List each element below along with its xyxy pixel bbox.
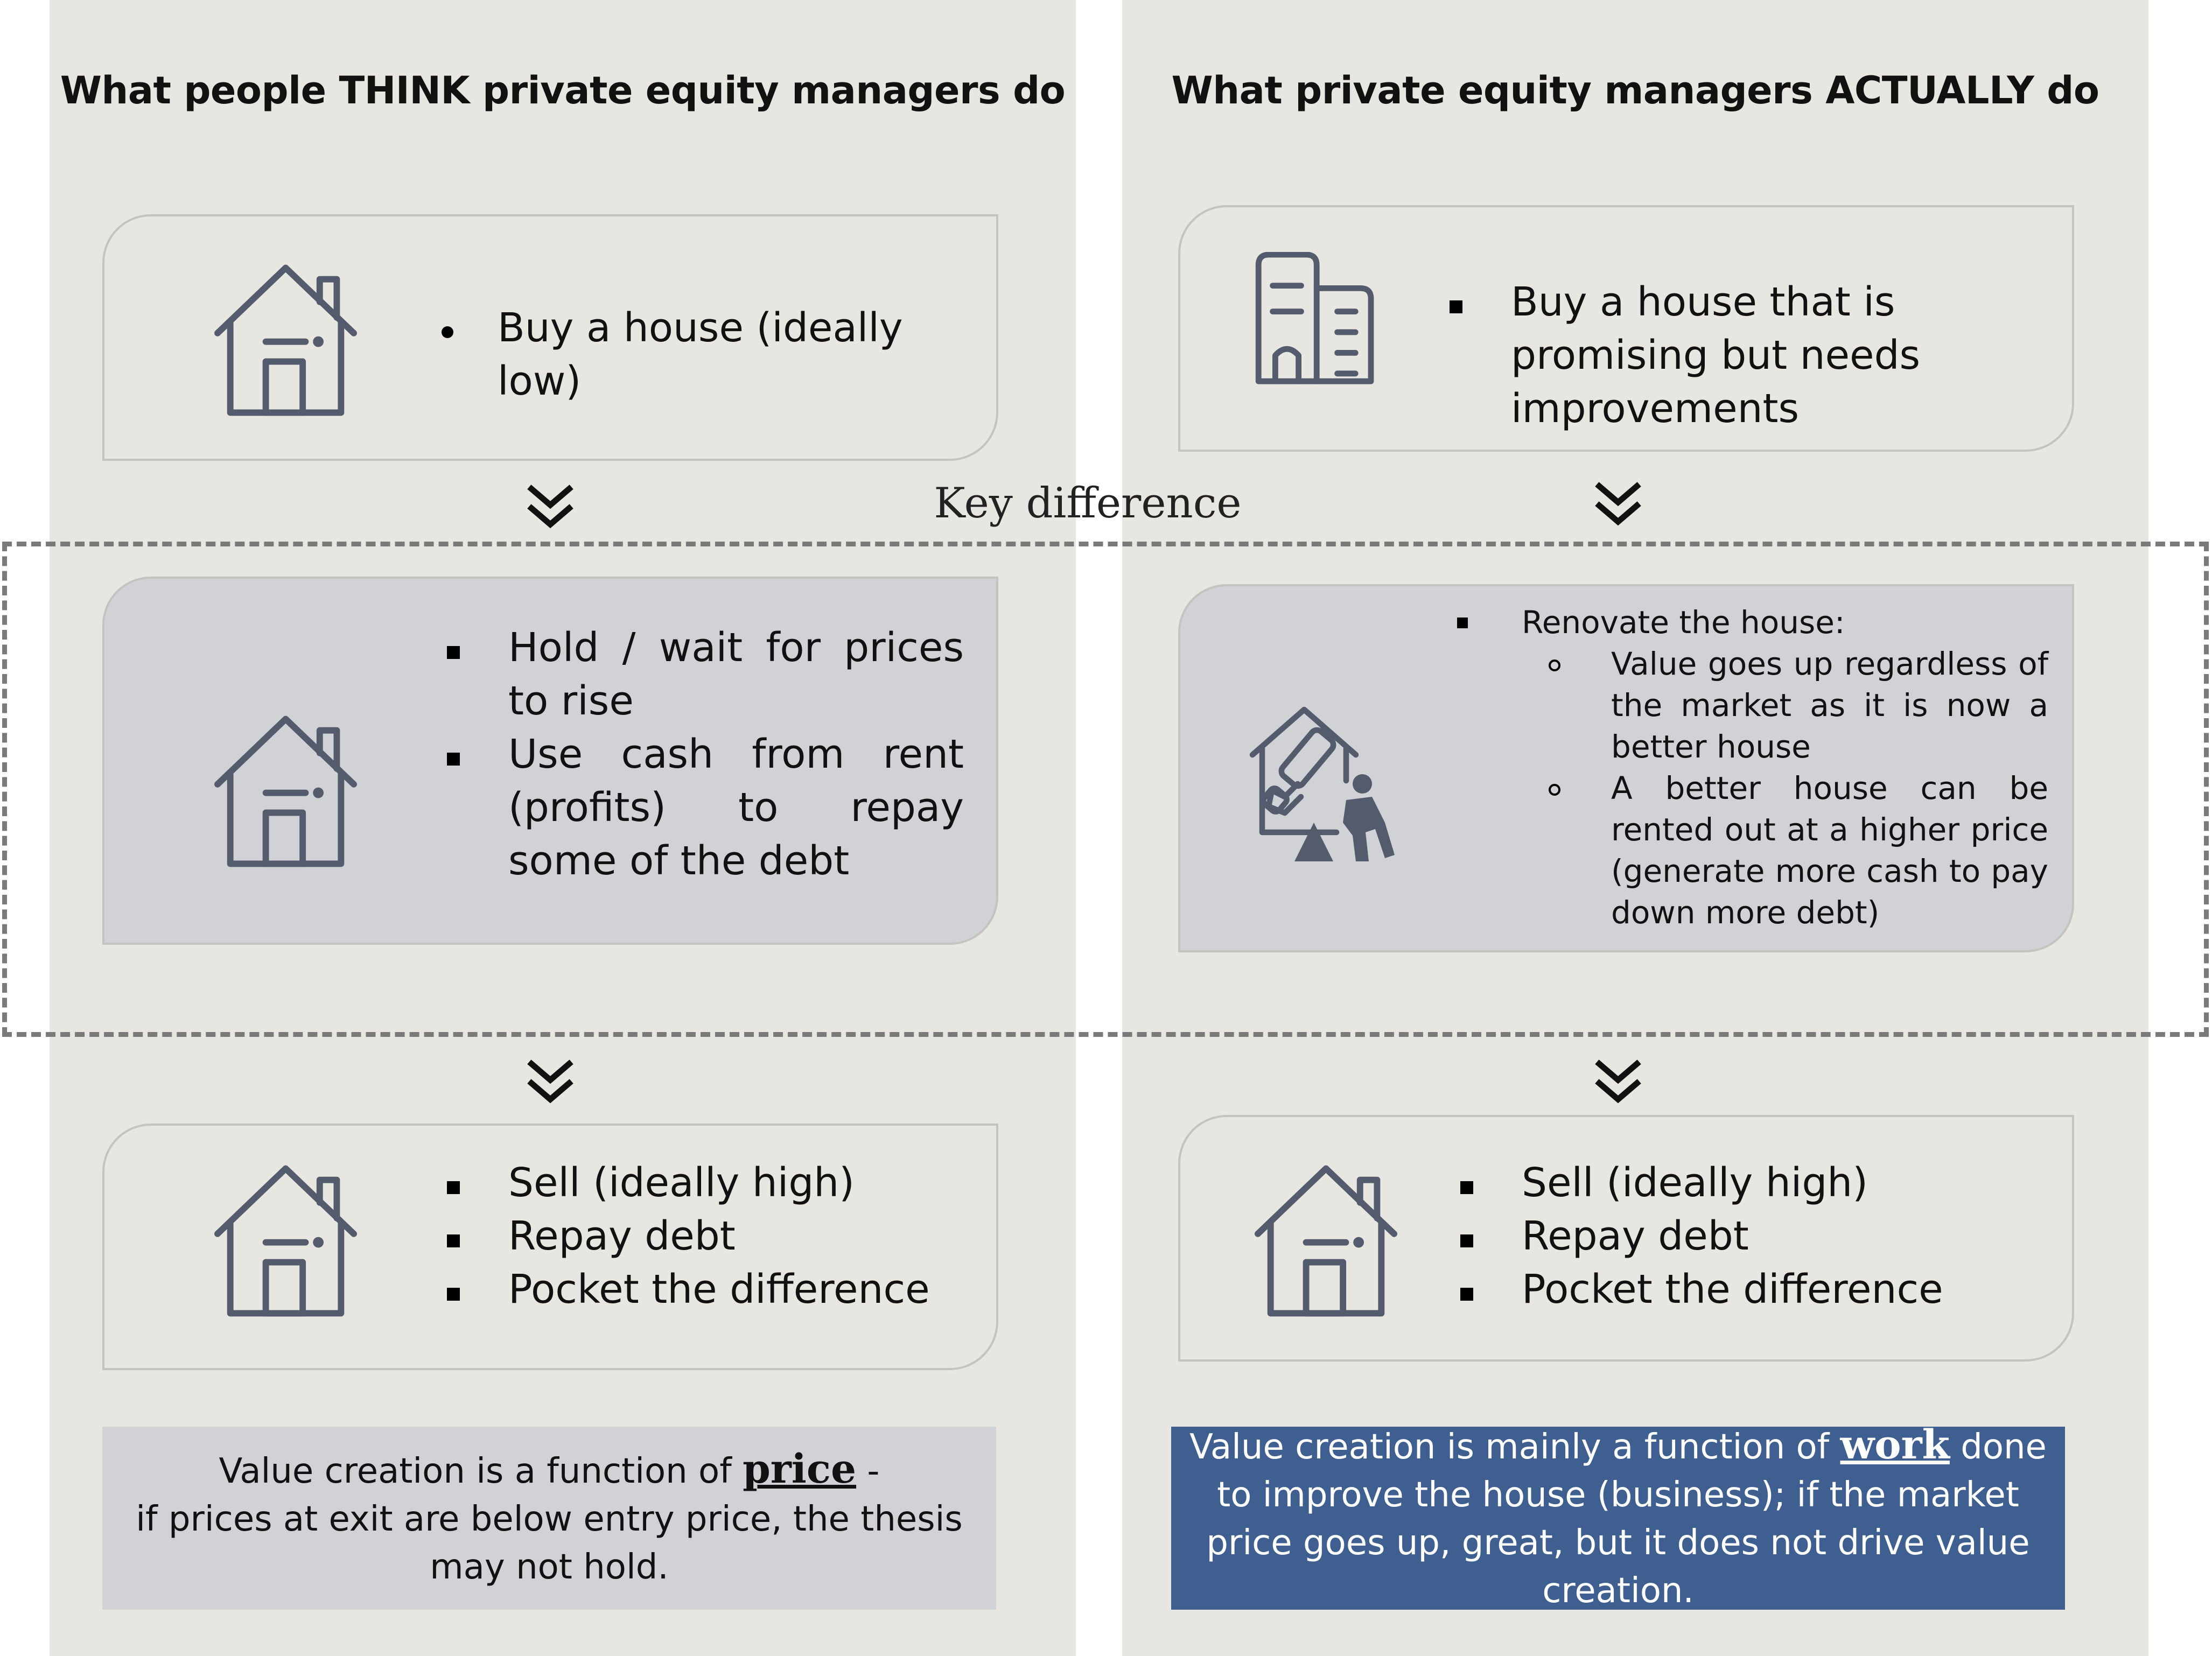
- right-summary-text: [1187, 1421, 2049, 1615]
- right-column-title: What private equity managers ACTUALLY do: [1171, 68, 2099, 113]
- left-column-title: What people THINK private equity managers do: [60, 68, 1066, 113]
- chevron-down-icon: [1594, 481, 1642, 532]
- right-step3-text: [1522, 1156, 2039, 1316]
- renovate-label: Renovate the house:: [1522, 604, 1845, 641]
- right-summary-box: [1171, 1422, 2065, 1611]
- summary-pre: Value creation is a function of: [219, 1451, 743, 1491]
- left-step3-text: [508, 1156, 971, 1316]
- chevron-down-icon: [526, 483, 575, 535]
- list-item: Buy a house (ideally low): [498, 301, 971, 408]
- list-item: Sell (ideally high): [508, 1156, 971, 1210]
- left-summary-text: [118, 1446, 980, 1591]
- summary-post: done to improve the house (business); if the market price goes up, great, but it does not drive value creation.: [1206, 1427, 2047, 1611]
- left-step1-text: [498, 301, 971, 408]
- summary-emphasis: price: [743, 1446, 857, 1492]
- left-summary-box: [102, 1427, 996, 1610]
- right-step1-text: [1511, 276, 2049, 436]
- list-item: Pocket the difference: [1522, 1263, 2039, 1316]
- key-difference-label: Key difference: [934, 479, 1242, 528]
- list-item: Hold / wait for prices to rise: [508, 621, 964, 728]
- summary-post: -: [856, 1451, 880, 1491]
- house-icon: [214, 262, 357, 418]
- list-item: Buy a house that is promising but needs improvements: [1511, 276, 2049, 436]
- summary-pre: Value creation is mainly a function of: [1189, 1427, 1840, 1467]
- list-item: Use cash from rent (profits) to repay some of the debt: [508, 728, 964, 888]
- list-item: Repay debt: [508, 1210, 971, 1263]
- summary-rest: if prices at exit are below entry price, the thesis may not hold.: [136, 1499, 963, 1587]
- summary-emphasis: work: [1840, 1422, 1950, 1468]
- chevron-down-icon: [526, 1058, 575, 1110]
- buildings-icon: [1255, 252, 1384, 387]
- key-difference-box: [2, 542, 2209, 1037]
- list-item: Pocket the difference: [508, 1263, 971, 1316]
- list-item: Sell (ideally high): [1522, 1156, 2039, 1210]
- list-item: Repay debt: [1522, 1210, 2039, 1263]
- house-icon: [214, 1163, 357, 1319]
- chevron-down-icon: [1594, 1058, 1642, 1110]
- sub-list-item: A better house can be rented out at a higher price (generate more cash to pay down more debt): [1611, 768, 2048, 934]
- house-icon: [1255, 1163, 1397, 1319]
- sub-list-item: Value goes up regardless of the market as it is now a better house: [1611, 643, 2048, 768]
